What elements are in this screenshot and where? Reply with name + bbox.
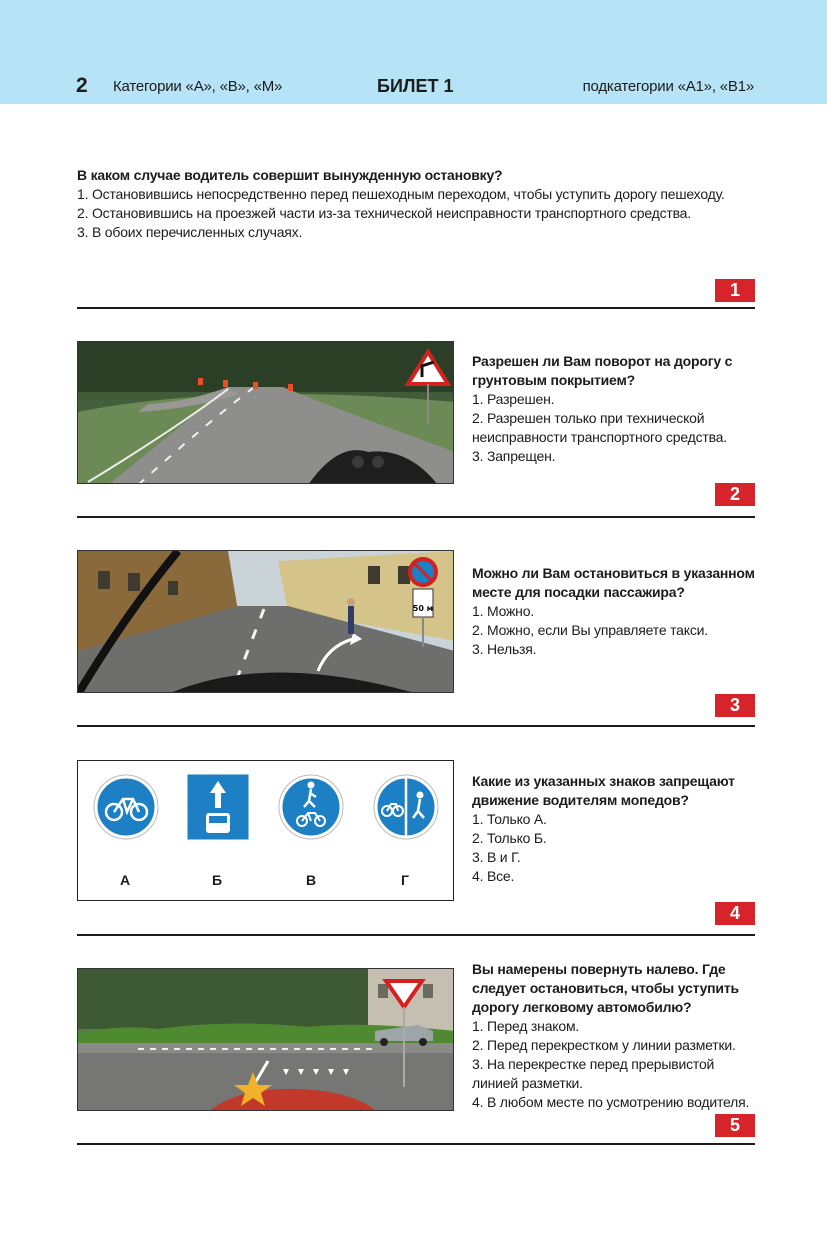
road-photo-dirt-road-turn <box>77 341 454 484</box>
answer-option[interactable]: 1. Только А. <box>472 811 547 827</box>
sign-label-b: Б <box>212 872 223 888</box>
sign-label-a: А <box>120 872 131 888</box>
road-signs-panel <box>77 760 454 901</box>
question-title: Вы намерены повернуть налево. Где следует остановиться, чтобы уступить дорогу легковому автомобилю? <box>472 961 739 1015</box>
question-4 <box>472 772 772 886</box>
header-subcategories: подкатегории «А1», «В1» <box>582 78 754 95</box>
question-number-badge: 1 <box>715 279 755 302</box>
divider <box>77 1143 755 1145</box>
answer-option[interactable]: 2. Только Б. <box>472 830 547 846</box>
question-number-badge: 2 <box>715 483 755 506</box>
question-title: В каком случае водитель совершит вынужденную остановку? <box>77 167 503 183</box>
question-1 <box>77 166 737 242</box>
question-number-badge: 3 <box>715 694 755 717</box>
sign-label-g: Г <box>401 872 409 888</box>
road-photo-intersection-give-way <box>77 968 454 1111</box>
divider <box>77 725 755 727</box>
answer-option[interactable]: 1. Перед знаком. <box>472 1018 580 1034</box>
bus-lane-sign-icon <box>186 773 250 841</box>
answer-option[interactable]: 1. Разрешен. <box>472 391 555 407</box>
answer-option[interactable]: 2. Перед перекрестком у линии разметки. <box>472 1037 736 1053</box>
page-number: 2 <box>76 74 88 97</box>
question-5 <box>472 960 762 1112</box>
answer-option[interactable]: 3. На перекрестке перед прерывистой линией разметки. <box>472 1056 715 1091</box>
question-title: Можно ли Вам остановиться в указанном месте для посадки пассажира? <box>472 565 755 600</box>
answer-option[interactable]: 1. Можно. <box>472 603 534 619</box>
answer-option[interactable]: 3. Нельзя. <box>472 641 537 657</box>
question-title: Какие из указанных знаков запрещают движение водителям мопедов? <box>472 773 735 808</box>
ticket-title: БИЛЕТ 1 <box>377 76 454 96</box>
question-3 <box>472 564 762 659</box>
answer-option[interactable]: 2. Разрешен только при технической неисправности транспортного средства. <box>472 410 727 445</box>
shared-path-sign-icon <box>279 775 343 839</box>
answer-option[interactable]: 3. Запрещен. <box>472 448 556 464</box>
question-2 <box>472 352 762 466</box>
answer-option[interactable]: 4. Все. <box>472 868 515 884</box>
answer-option[interactable]: 3. В и Г. <box>472 849 521 865</box>
answer-option[interactable]: 2. Можно, если Вы управляете такси. <box>472 622 708 638</box>
answer-option[interactable]: 1. Остановившись непосредственно перед пешеходным переходом, чтобы уступить дорогу пешеходу. <box>77 186 725 202</box>
question-number-badge: 5 <box>715 1114 755 1137</box>
road-photo-street-no-stopping <box>77 550 454 693</box>
sign-plate-text: 50 м <box>412 604 434 613</box>
answer-option[interactable]: 2. Остановившись на проезжей части из-за технической неисправности транспортного средства. <box>77 205 691 221</box>
question-number-badge: 4 <box>715 902 755 925</box>
question-title: Разрешен ли Вам поворот на дорогу с грунтовым покрытием? <box>472 353 733 388</box>
header-categories: Категории «А», «В», «М» <box>113 78 283 95</box>
answer-option[interactable]: 3. В обоих перечисленных случаях. <box>77 224 303 240</box>
divider <box>77 934 755 936</box>
divider <box>77 307 755 309</box>
separated-path-sign-icon <box>374 775 438 839</box>
sign-label-v: В <box>306 872 317 888</box>
bicycle-path-sign-icon <box>94 775 158 839</box>
answer-option[interactable]: 4. В любом месте по усмотрению водителя. <box>472 1094 750 1110</box>
divider <box>77 516 755 518</box>
